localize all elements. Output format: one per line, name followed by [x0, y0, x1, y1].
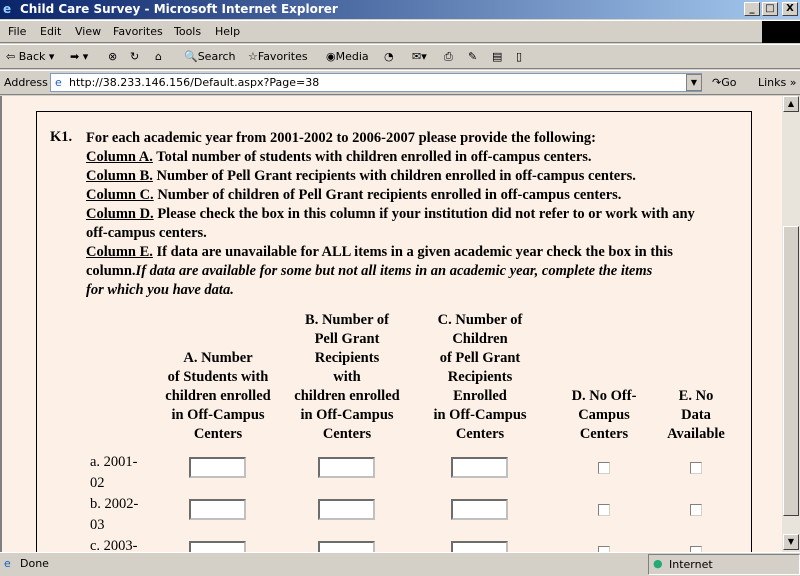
question-number: K1. [50, 129, 73, 145]
scroll-down-button[interactable]: ▼ [783, 534, 799, 550]
address-input[interactable] [50, 73, 702, 92]
stop-icon[interactable]: ⊗ [108, 50, 118, 63]
favorites-button[interactable]: ☆Favorites [248, 50, 308, 63]
column-c-input[interactable] [451, 541, 508, 552]
scroll-thumb[interactable] [783, 226, 799, 516]
column-d-checkbox[interactable] [598, 462, 610, 474]
menu-help[interactable]: Help [215, 25, 241, 38]
row-label: b. 2002- 03 [90, 496, 139, 533]
column-a-input[interactable] [189, 457, 246, 478]
column-d-header: D. No Off- Campus Centers [571, 388, 637, 442]
page-icon: e [4, 557, 11, 570]
column-b-input[interactable] [318, 499, 375, 520]
history-icon[interactable]: ◔ [384, 50, 394, 63]
forward-button[interactable]: ➡ ▾ [70, 50, 89, 63]
edit-icon[interactable]: ✎ [468, 50, 478, 63]
column-e-header: E. No Data Available [667, 388, 725, 442]
column-c-input[interactable] [451, 457, 508, 478]
print-icon[interactable]: ⎙ [444, 50, 453, 63]
column-c-header: C. Number of Children of Pell Grant Recipients Enrolled in Off-Campus Centers [433, 312, 527, 442]
column-e-desc: Column E. If data are unavailable for ALL items in a given academic year check the box in this [86, 244, 673, 260]
column-a-desc: Column A. Total number of students with children enrolled in off-campus centers. [86, 149, 592, 165]
zone-panel [648, 554, 800, 575]
column-c-desc: Column C. Number of children of Pell Grant recipients enrolled in off-campus centers. [86, 187, 622, 203]
column-c-input[interactable] [451, 499, 508, 520]
address-dropdown[interactable]: ▼ [686, 74, 702, 91]
menu-view[interactable]: View [75, 25, 102, 38]
menu-favorites[interactable]: Favorites [113, 25, 163, 38]
menu-tools[interactable]: Tools [174, 25, 202, 38]
toolbar [0, 44, 800, 69]
status-text: Done [20, 557, 49, 570]
globe-icon: ● [653, 557, 663, 570]
ie-icon: e [3, 2, 12, 16]
go-button[interactable]: ↷Go [712, 76, 737, 89]
status-bar [0, 552, 800, 576]
media-button[interactable]: ◉Media [326, 50, 369, 63]
column-d-desc: Column D. Please check the box in this column if your institution did not refer to or work with any [86, 206, 695, 222]
back-button[interactable]: ⇦ Back ▾ [6, 50, 55, 63]
address-label: Address [4, 76, 48, 89]
refresh-icon[interactable]: ↻ [130, 50, 140, 63]
zone-text: Internet [669, 558, 713, 571]
question-text: For each academic year from 2001-2002 to 2006-2007 please provide the following: Column A. Total number of students with children enrolled in off-campus centers. Column B. Number of Pell Grant recipients with children enrolled in off-campus centers. Column C. Number of children of Pell Grant recipients enrolled in off-campus centers. Column D. Please check the box in this column if your institution did not refer to or work with any off-campus centers. Column E. If data are unavailable for ALL items in a given academic year check the box in this column.If data are available for some but not all items in an academic year, complete the items for which you have data. [86, 130, 695, 298]
mail-icon[interactable]: ✉▾ [412, 50, 427, 63]
menu-bar [0, 20, 800, 43]
home-icon[interactable]: ⌂ [155, 50, 162, 63]
menu-edit[interactable]: Edit [40, 25, 62, 38]
maximize-button[interactable]: □ [762, 2, 778, 16]
discuss-icon[interactable]: ▤ [492, 50, 503, 63]
column-a-input[interactable] [189, 499, 246, 520]
column-a-header: A. Number of Students with children enrolled in Off-Campus Centers [165, 350, 271, 442]
window-title: Child Care Survey - Microsoft Internet Explorer [20, 2, 338, 16]
search-button[interactable]: 🔍Search [184, 50, 236, 63]
column-b-desc: Column B. Number of Pell Grant recipients with children enrolled in off-campus centers. [86, 168, 636, 184]
column-a-input[interactable] [189, 541, 246, 552]
page-content [0, 96, 782, 552]
menu-file[interactable]: File [8, 25, 27, 38]
page-icon: e [55, 76, 62, 89]
column-e-checkbox[interactable] [690, 504, 702, 516]
column-b-header: B. Number of Pell Grant Recipients with children enrolled in Off-Campus Centers [294, 312, 400, 442]
windows-logo [762, 21, 800, 43]
row-label: c. 2003- [90, 538, 138, 552]
links-button[interactable]: Links » [758, 76, 797, 89]
minimize-button[interactable]: _ [744, 2, 760, 16]
messenger-icon[interactable]: ▯ [516, 50, 523, 63]
question-intro: For each academic year from 2001-2002 to 2006-2007 please provide the following: [86, 130, 596, 146]
column-e-checkbox[interactable] [690, 462, 702, 474]
column-b-input[interactable] [318, 541, 375, 552]
vertical-scrollbar[interactable] [782, 96, 800, 552]
address-bar [0, 70, 800, 95]
row-label: a. 2001- 02 [90, 454, 138, 491]
title-bar [0, 0, 800, 19]
column-d-checkbox[interactable] [598, 504, 610, 516]
scroll-up-button[interactable]: ▲ [783, 96, 799, 112]
column-b-input[interactable] [318, 457, 375, 478]
close-button[interactable]: X [782, 2, 798, 16]
